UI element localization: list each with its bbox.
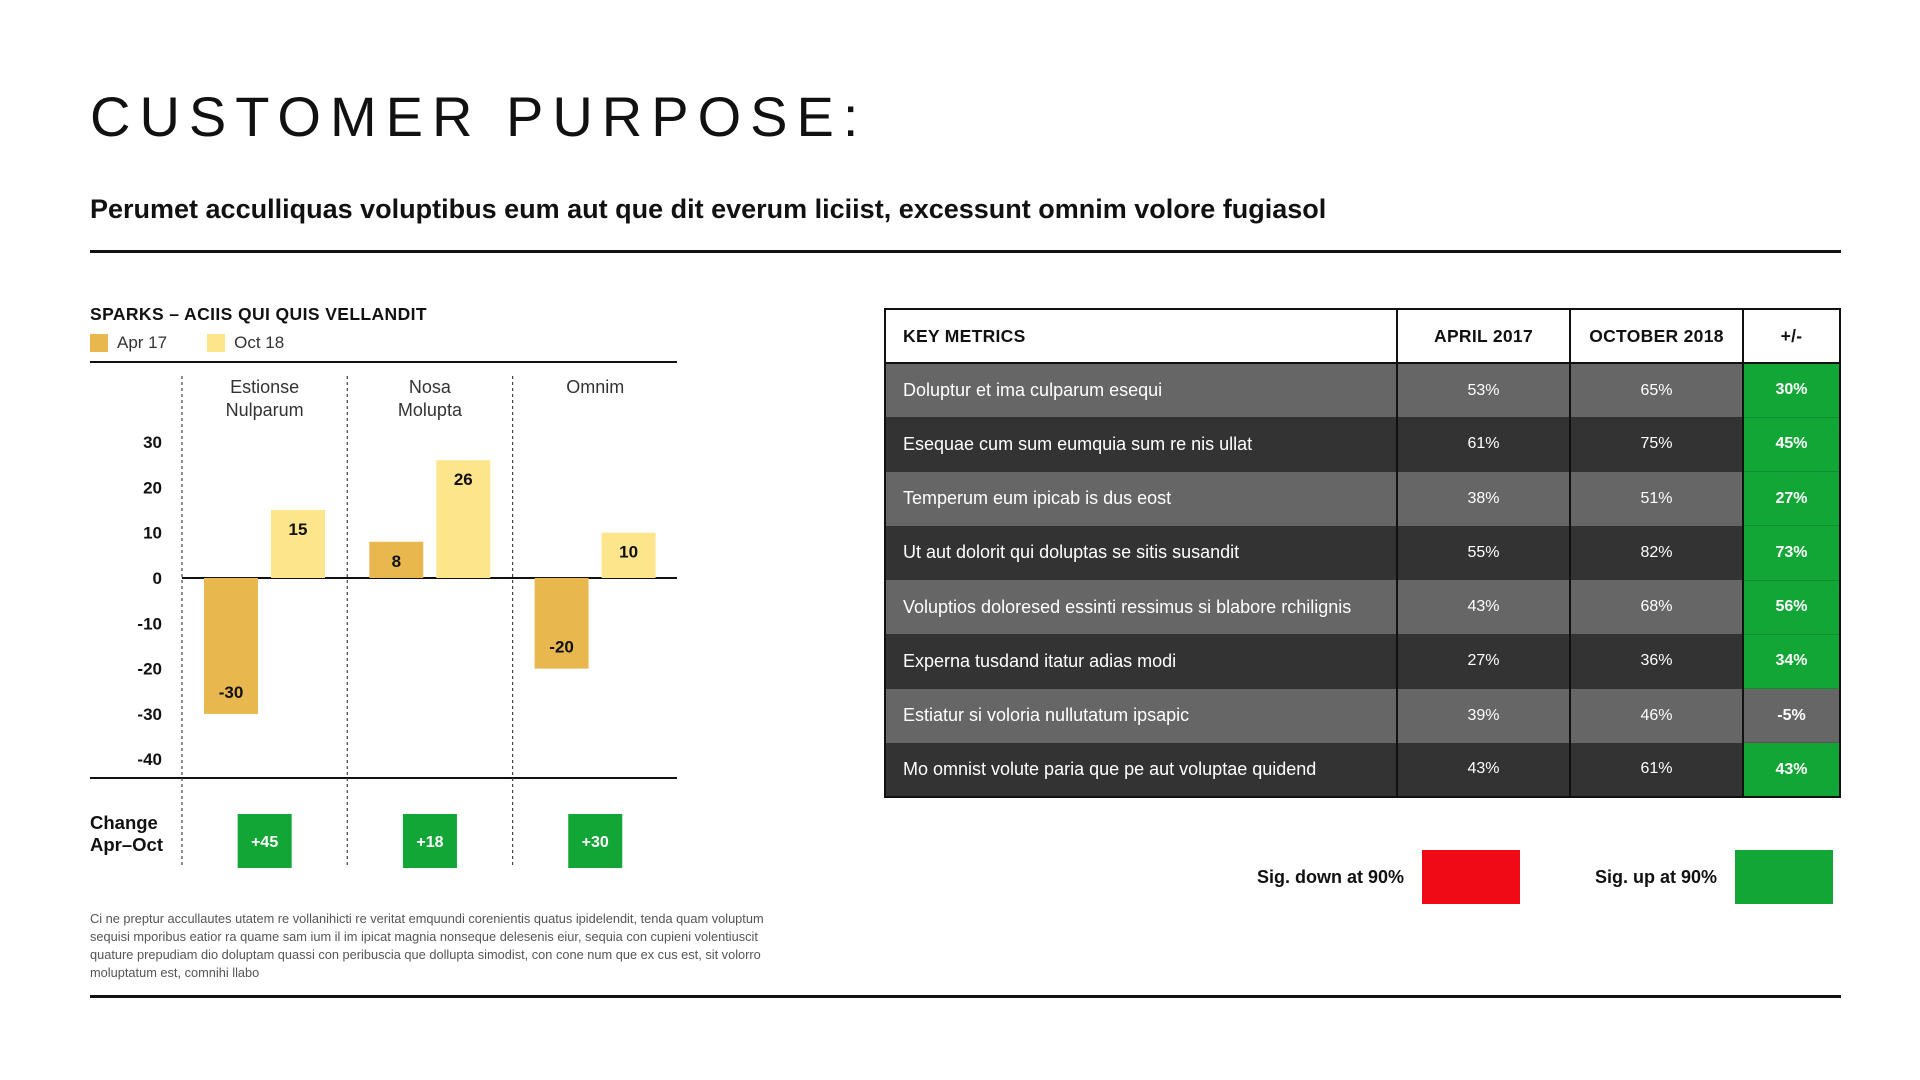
header-april-2017: APRIL 2017 — [1397, 309, 1570, 363]
metric-label: Temperum eum ipicab is dus eost — [885, 472, 1397, 526]
category-label: Molupta — [397, 400, 462, 420]
table-row — [885, 417, 1840, 471]
bar-value-label: -20 — [549, 637, 574, 657]
april-2017-value: 55% — [1397, 526, 1570, 580]
april-2017-value: 43% — [1397, 743, 1570, 797]
delta-value: 30% — [1743, 363, 1840, 417]
sig-down-swatch — [1422, 850, 1520, 904]
change-value: +18 — [416, 834, 444, 851]
october-2018-value: 68% — [1570, 580, 1743, 634]
header-delta: +/- — [1743, 309, 1840, 363]
table-header-row — [885, 309, 1840, 363]
table-row — [885, 634, 1840, 688]
page-title: CUSTOMER PURPOSE: — [90, 85, 868, 148]
change-value: +30 — [581, 834, 609, 851]
key-metrics-table — [884, 308, 1841, 798]
metric-label: Experna tusdand itatur adias modi — [885, 634, 1397, 688]
october-2018-value: 65% — [1570, 363, 1743, 417]
october-2018-value: 51% — [1570, 472, 1743, 526]
y-tick-label: -30 — [137, 704, 162, 724]
sig-up-legend — [1595, 850, 1833, 904]
y-tick-label: 20 — [143, 478, 162, 498]
october-2018-value: 61% — [1570, 743, 1743, 797]
april-2017-value: 38% — [1397, 472, 1570, 526]
table-body — [885, 363, 1840, 797]
october-2018-value: 82% — [1570, 526, 1743, 580]
table-row — [885, 743, 1840, 797]
footnote: Ci ne preptur accullautes utatem re vollanihicti re veritat emquundi corenientis quatus ipidelendit, tenda quam voluptum sequisi mporibus eatior ra quame sam ium il im ipicat magnia nonseque delesenis eiur, sequia con cupieni volentiuscit quature prepudiam dio doluptam quassi con peribuscia que dollupta simodist, con cone num que ex cus est, sit volorro moluptatum est, comnihi llabo — [90, 911, 764, 980]
table-row — [885, 363, 1840, 417]
table-row — [885, 472, 1840, 526]
y-tick-label: 0 — [152, 569, 162, 588]
october-2018-value: 46% — [1570, 689, 1743, 743]
y-tick-label: -10 — [137, 614, 162, 634]
header-october-2018: OCTOBER 2018 — [1570, 309, 1743, 363]
april-2017-value: 61% — [1397, 417, 1570, 471]
october-2018-value: 36% — [1570, 634, 1743, 688]
category-label: Estionse — [230, 377, 300, 397]
bar-value-label: 8 — [391, 551, 402, 571]
april-2017-value: 39% — [1397, 689, 1570, 743]
change-value: +45 — [251, 834, 279, 851]
april-2017-value: 53% — [1397, 363, 1570, 417]
page-subtitle: Perumet acculliquas voluptibus eum aut que dit everum liciist, excessunt omnim volore fugiasol — [90, 194, 1327, 224]
metric-label: Voluptios doloresed essinti ressimus si blabore rchilignis — [885, 580, 1397, 634]
category-label: Nulparum — [225, 400, 304, 420]
table-row — [885, 580, 1840, 634]
sig-down-label: Sig. down at 90% — [1257, 866, 1405, 887]
delta-value: 73% — [1743, 526, 1840, 580]
delta-value: 34% — [1743, 634, 1840, 688]
metric-label: Ut aut dolorit qui doluptas se sitis susandit — [885, 526, 1397, 580]
change-label: Change — [90, 812, 158, 833]
table-row — [885, 689, 1840, 743]
delta-value: 27% — [1743, 472, 1840, 526]
legend-label-apr: Apr 17 — [117, 333, 168, 352]
october-2018-value: 75% — [1570, 417, 1743, 471]
change-label: Apr–Oct — [90, 834, 163, 855]
delta-value: -5% — [1743, 689, 1840, 743]
y-tick-label: 10 — [143, 523, 162, 543]
metric-label: Estiatur si voloria nullutatum ipsapic — [885, 689, 1397, 743]
table-row — [885, 526, 1840, 580]
sig-up-label: Sig. up at 90% — [1595, 866, 1718, 887]
sig-up-swatch — [1735, 850, 1833, 904]
metric-label: Esequae cum sum eumquia sum re nis ullat — [885, 417, 1397, 471]
april-2017-value: 27% — [1397, 634, 1570, 688]
delta-value: 45% — [1743, 417, 1840, 471]
category-label: Omnim — [566, 377, 625, 397]
delta-value: 56% — [1743, 580, 1840, 634]
metric-label: Doluptur et ima culparum esequi — [885, 363, 1397, 417]
sig-down-legend — [1257, 850, 1520, 904]
y-tick-label: 30 — [143, 433, 162, 453]
y-tick-label: -40 — [137, 750, 162, 770]
category-label: Nosa — [408, 377, 451, 397]
bar-value-label: -30 — [218, 682, 244, 702]
header-key-metrics: KEY METRICS — [885, 309, 1397, 363]
legend-label-oct: Oct 18 — [234, 333, 285, 352]
metric-label: Mo omnist volute paria que pe aut voluptae quidend — [885, 743, 1397, 797]
april-2017-value: 43% — [1397, 580, 1570, 634]
y-tick-label: -20 — [137, 659, 162, 679]
bar-value-label: 10 — [619, 542, 639, 562]
bottom-divider — [90, 995, 1841, 998]
bar-value-label: 15 — [288, 520, 308, 540]
delta-value: 43% — [1743, 743, 1840, 797]
chart-title: SPARKS – ACIIS QUI QUIS VELLANDIT — [90, 304, 427, 324]
bar-value-label: 26 — [453, 470, 473, 490]
